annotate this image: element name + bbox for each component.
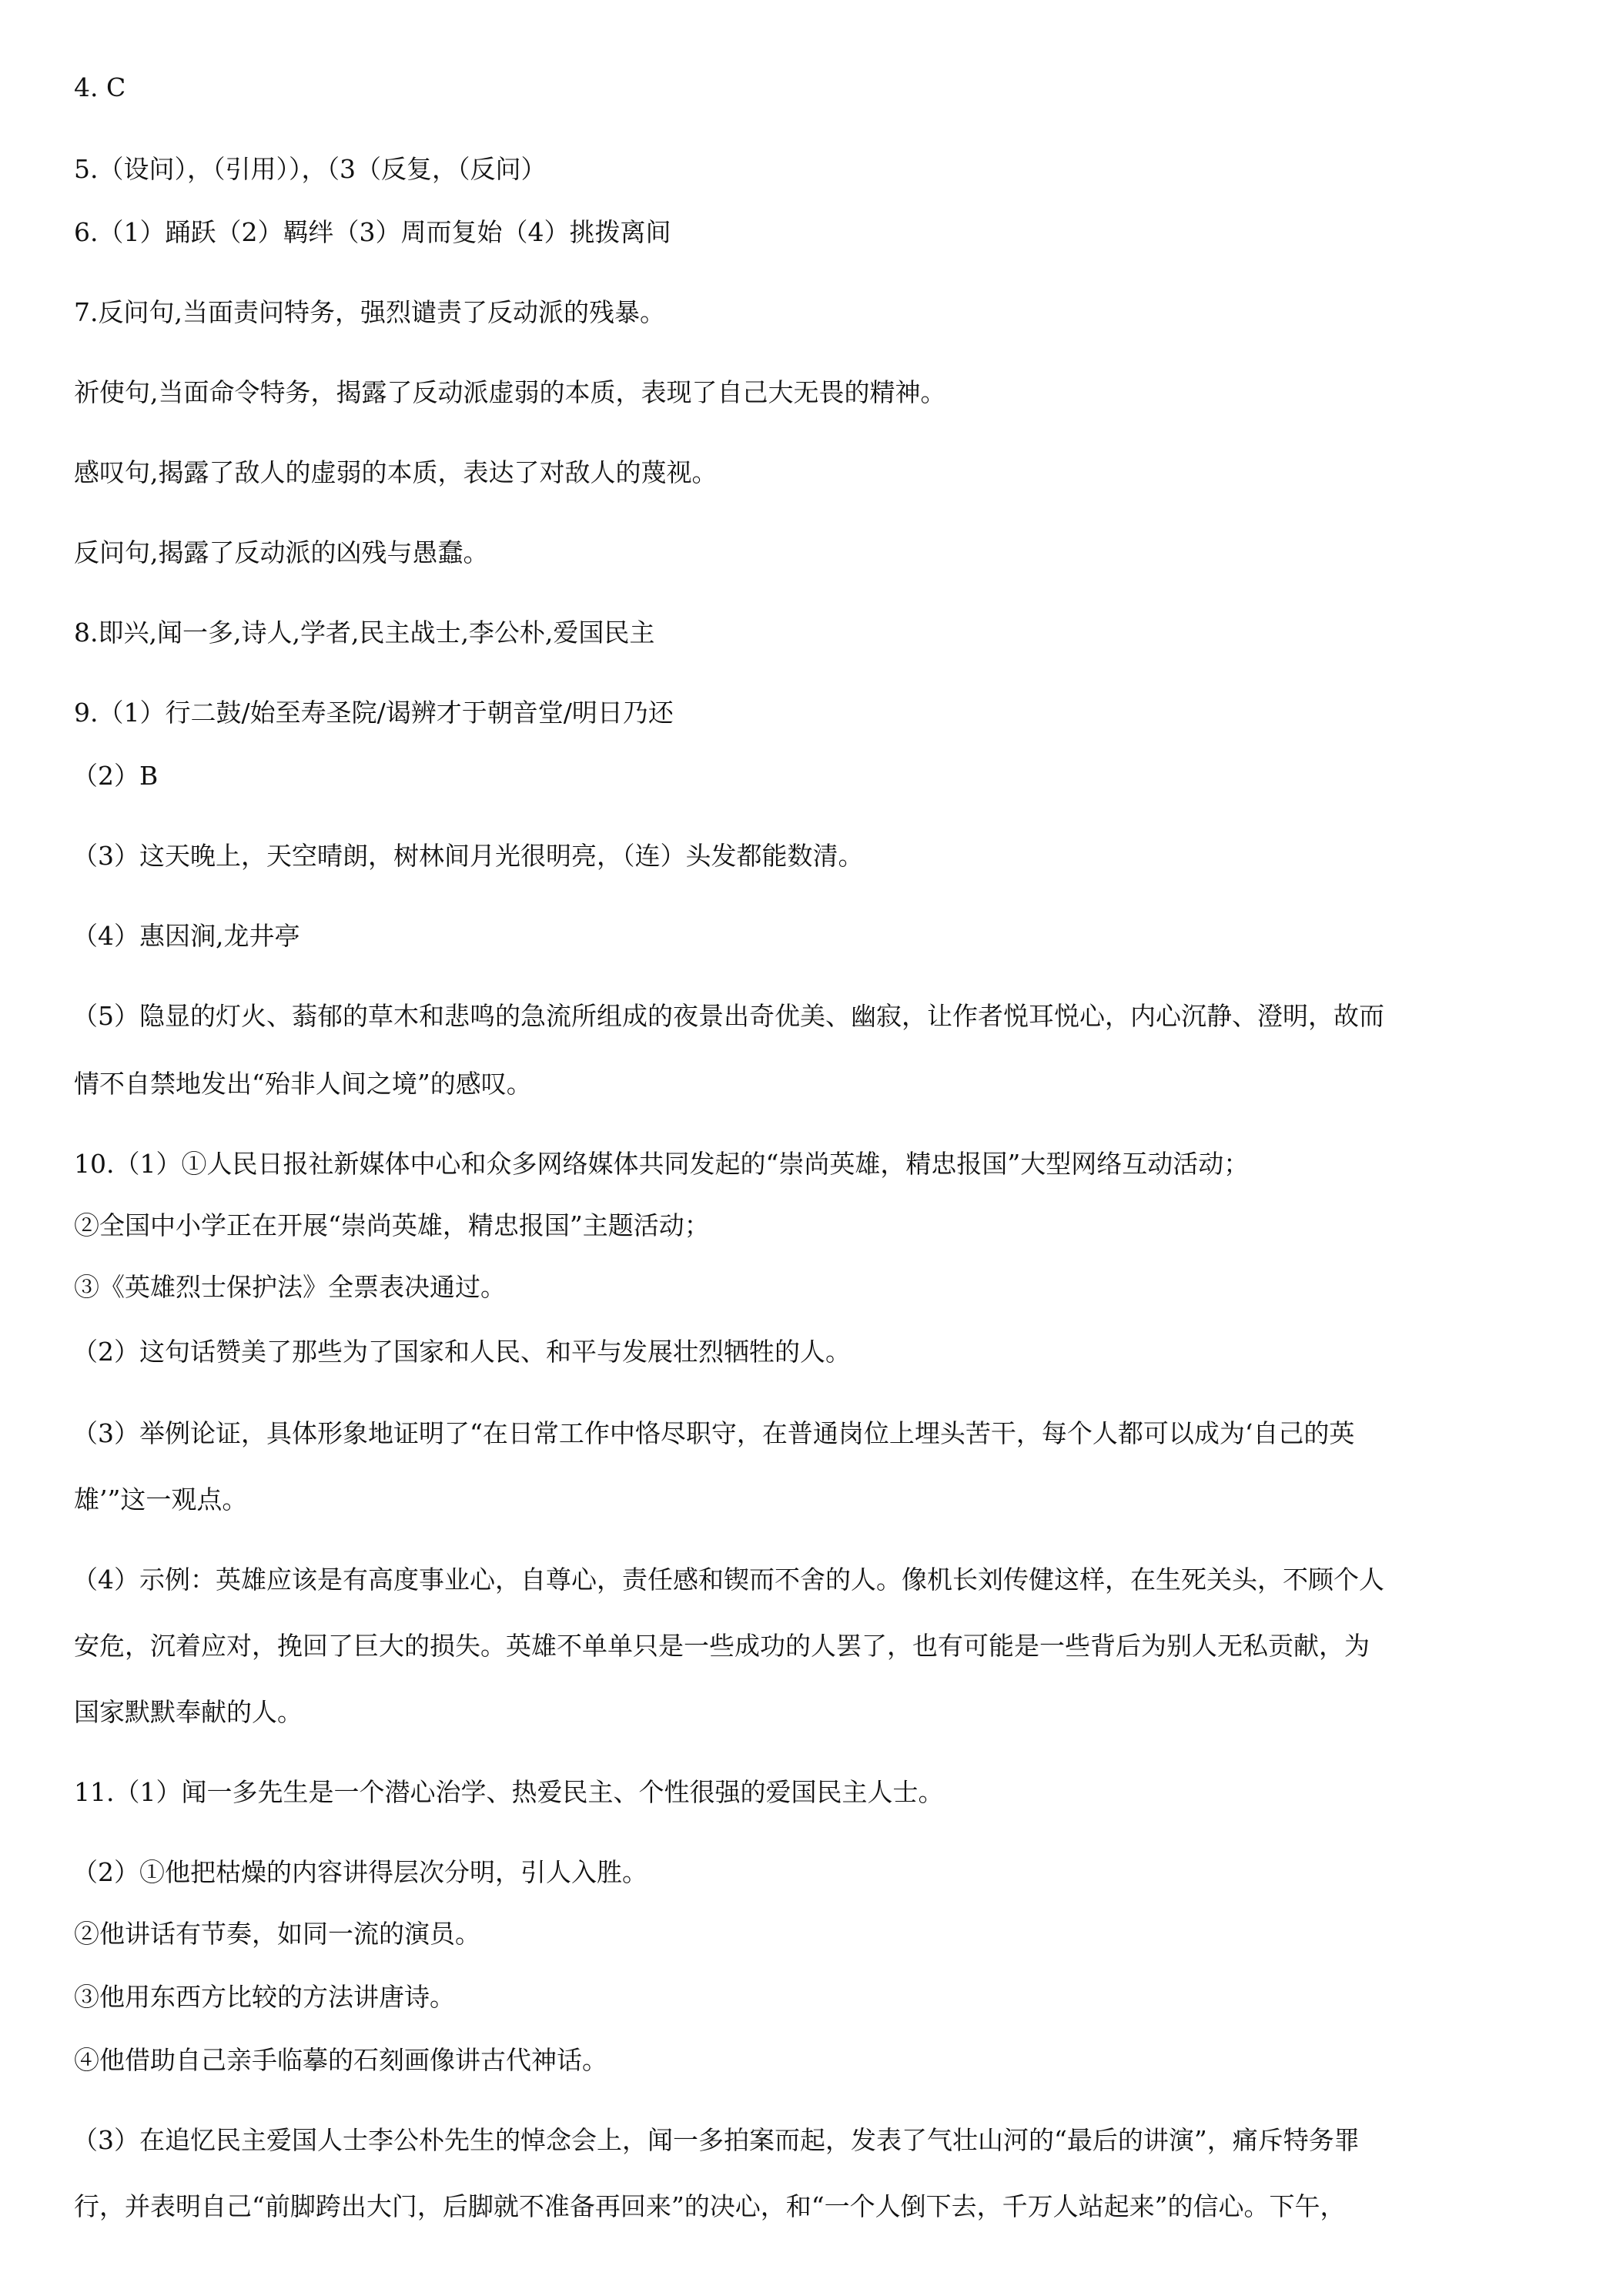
- answer-10-4-line-1: （4）示例：英雄应该是有高度事业心，自尊心，责任感和锲而不舍的人。像机长刘传健这样，在生死关头，不顾个人: [72, 1565, 1384, 1595]
- answer-11-3-line-1: （3）在追忆民主爱国人士李公朴先生的悼念会上，闻一多拍案而起，发表了气壮山河的“最后的讲演”，痛斥特务罪: [72, 2125, 1360, 2155]
- answer-11-2-item-4: ④他借助自己亲手临摹的石刻画像讲古代神话。: [74, 2045, 607, 2075]
- answer-9-4: （4）惠因涧,龙井亭: [72, 921, 300, 951]
- answer-10-4-line-2: 安危，沉着应对，挽回了巨大的损失。英雄不单单只是一些成功的人罢了，也有可能是一些背后为别人无私贡献，为: [74, 1631, 1370, 1661]
- answer-11-2: （2）①他把枯燥的内容讲得层次分明，引人入胜。: [72, 1857, 648, 1887]
- answer-7-line-2: 祈使句,当面命令特务，揭露了反动派虚弱的本质，表现了自己大无畏的精神。: [74, 377, 946, 407]
- answer-7-line-1: 7.反问句,当面责问特务，强烈谴责了反动派的残暴。: [74, 297, 665, 327]
- answer-10-3-line-1: （3）举例论证，具体形象地证明了“在日常工作中恪尽职守，在普通岗位上埋头苦干，每个人都可以成为‘自己的英: [72, 1418, 1355, 1448]
- answer-10-2: （2）这句话赞美了那些为了国家和人民、和平与发展壮烈牺牲的人。: [72, 1337, 851, 1367]
- answer-6: 6.（1）踊跃（2）羁绊（3）周而复始（4）挑拨离间: [74, 217, 671, 247]
- answer-11-3-line-2: 行，并表明自己“前脚跨出大门，后脚就不准备再回来”的决心，和“一个人倒下去，千万人站起来”的信心。下午，: [74, 2191, 1346, 2221]
- answer-7-line-4: 反问句,揭露了反动派的凶残与愚蠢。: [74, 537, 489, 567]
- answer-8: 8.即兴,闻一多,诗人,学者,民主战士,李公朴,爱国民主: [74, 618, 655, 648]
- answer-4: 4. C: [74, 72, 126, 102]
- answer-9-1: 9.（1）行二鼓/始至寿圣院/谒辨才于朝音堂/明日乃还: [74, 698, 674, 728]
- answer-10-3-line-2: 雄’”这一观点。: [74, 1484, 248, 1514]
- answer-10-1-item-2: ②全国中小学正在开展“崇尚英雄，精忠报国”主题活动；: [74, 1210, 710, 1240]
- answer-9-5-line-1: （5）隐显的灯火、蓊郁的草木和悲鸣的急流所组成的夜景出奇优美、幽寂，让作者悦耳悦心，内心沉静、澄明，故而: [72, 1001, 1384, 1031]
- answer-9-3: （3）这天晚上，天空晴朗，树林间月光很明亮，（连）头发都能数清。: [72, 841, 864, 871]
- answer-11-2-item-3: ③他用东西方比较的方法讲唐诗。: [74, 1982, 455, 2012]
- answer-10-1-item-3: ③《英雄烈士保护法》全票表决通过。: [74, 1272, 506, 1302]
- answer-11-1: 11.（1）闻一多先生是一个潜心治学、热爱民主、个性很强的爱国民主人士。: [74, 1777, 944, 1807]
- answer-11-2-item-2: ②他讲话有节奏，如同一流的演员。: [74, 1919, 480, 1949]
- answer-9-5-line-2: 情不自禁地发出“殆非人间之境”的感叹。: [74, 1069, 532, 1099]
- answer-9-2: （2）B: [72, 761, 159, 791]
- answer-10-1: 10.（1）①人民日报社新媒体中心和众多网络媒体共同发起的“崇尚英雄，精忠报国”大型网络互动活动；: [74, 1149, 1250, 1179]
- answer-7-line-3: 感叹句,揭露了敌人的虚弱的本质，表达了对敌人的蔑视。: [74, 457, 718, 487]
- answer-10-4-line-3: 国家默默奉献的人。: [74, 1697, 303, 1727]
- answer-5: 5.（设问），（引用）），（3（反复，（反问）: [74, 154, 547, 184]
